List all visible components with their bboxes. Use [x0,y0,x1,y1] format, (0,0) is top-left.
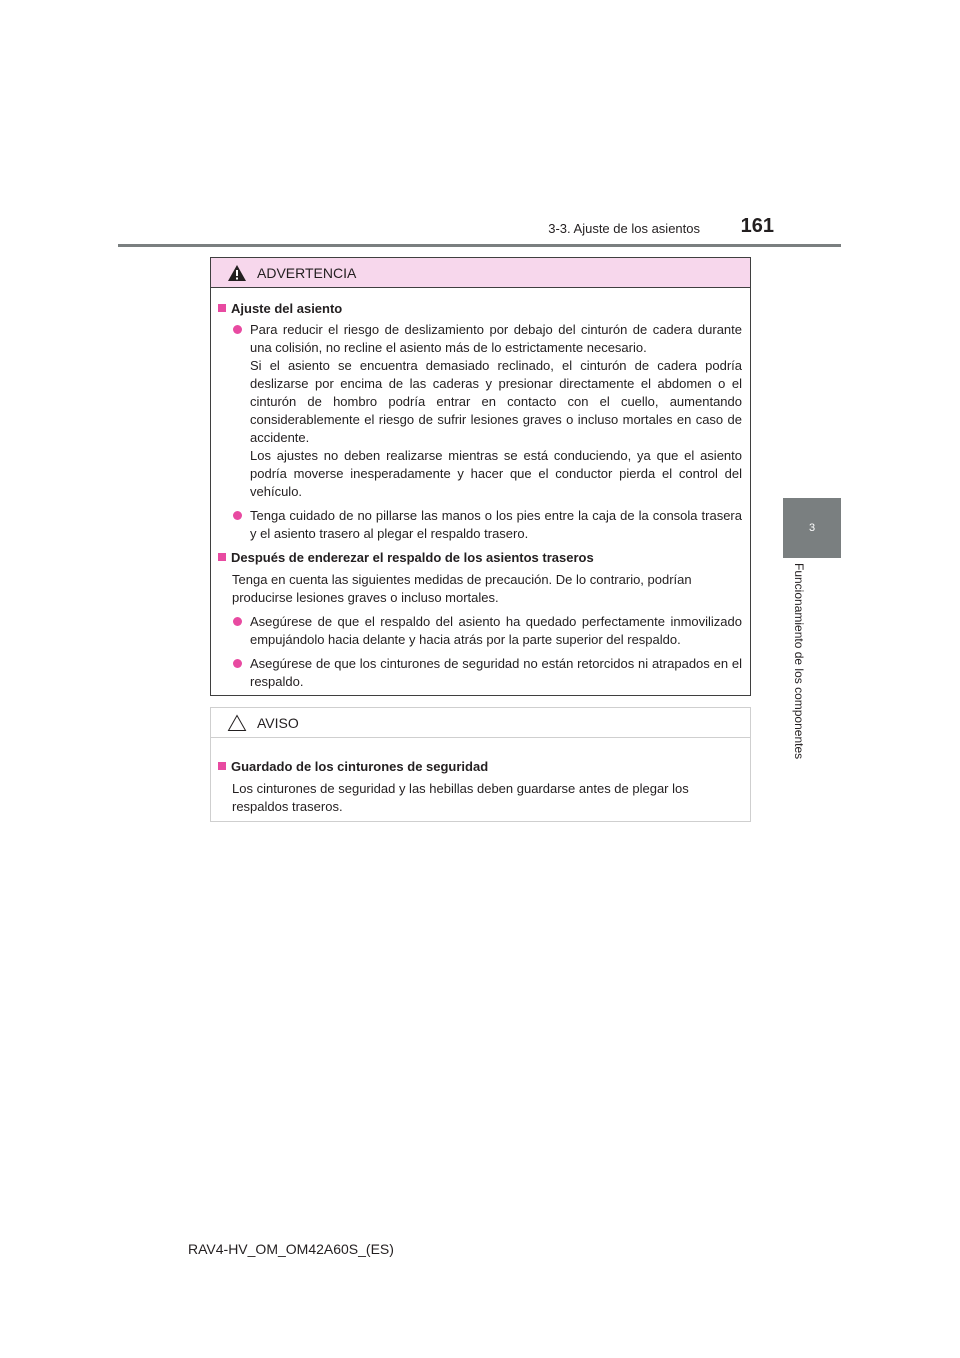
document-code: RAV4-HV_OM_OM42A60S_(ES) [188,1241,394,1257]
list-item-text [250,321,742,501]
square-bullet-icon [218,304,226,312]
chapter-tab [783,498,841,558]
running-header-section: 3-3. Ajuste de los asientos [548,221,700,236]
section-title [218,758,742,776]
list-item-text [250,613,742,649]
warning-box-header [211,258,750,288]
round-bullet-icon [233,511,242,520]
square-bullet-icon [218,762,226,770]
section-text: Los cinturones de seguridad y las hebillas deben guardarse antes de plegar los respaldos traseros. [232,781,689,814]
warning-box [210,257,751,696]
list-item [218,507,742,543]
section-text: Tenga en cuenta las siguientes medidas de precaución. De lo contrario, podrían producirse lesiones graves o incluso mortales. [232,572,692,605]
warning-title: ADVERTENCIA [257,264,357,281]
section-title [218,300,742,318]
warning-triangle-icon [227,264,247,282]
header-rule [118,244,841,247]
round-bullet-icon [233,659,242,668]
notice-box [210,707,751,822]
notice-title: AVISO [257,714,299,731]
page-number: 161 [740,215,774,237]
section-title [218,549,742,567]
paragraph: Para reducir el riesgo de deslizamiento por debajo del cinturón de cadera durante una colisión, no recline el asiento más de lo estrictamente necesario. [250,322,742,355]
square-bullet-icon [218,553,226,561]
round-bullet-icon [233,325,242,334]
notice-box-header [211,708,750,738]
section-title-text: Después de enderezar el respaldo de los asientos traseros [231,550,594,565]
list-item-text [250,655,742,691]
notice-body [211,738,750,816]
list-item [218,613,742,649]
section-title-text: Ajuste del asiento [231,301,343,316]
paragraph: Tenga cuidado de no pillarse las manos o los pies entre la caja de la consola trasera y el asiento trasero al plegar el respaldo trasero. [250,508,742,541]
chapter-title-vertical: Funcionamiento de los componentes [792,563,806,760]
list-item [218,655,742,691]
caution-triangle-outline-icon [227,714,247,732]
warning-body [211,288,750,691]
paragraph: Asegúrese de que el respaldo del asiento ha quedado perfectamente inmovilizado empujándolo hacia delante y hacia atrás por la parte superior del respaldo. [250,614,742,647]
paragraph: Los ajustes no deben realizarse mientras se está conduciendo, ya que el asiento podría moverse inesperadamente y hacer que el conductor pierda el control del vehículo. [250,448,742,499]
paragraph: Asegúrese de que los cinturones de seguridad no están retorcidos ni atrapados en el respaldo. [250,656,742,689]
round-bullet-icon [233,617,242,626]
paragraph: Si el asiento se encuentra demasiado reclinado, el cinturón de cadera podría deslizarse por encima de las caderas y presionar directamente el abdomen o el cinturón de hombro podría entrar en contacto con el cuello, aumentando considerablemente el riesgo de sufrir lesiones graves o incluso mortales en caso de accidente. [250,358,742,445]
section-title-text: Guardado de los cinturones de seguridad [231,759,489,774]
list-item-text [250,507,742,543]
chapter-number: 3 [808,522,816,534]
list-item [218,321,742,501]
